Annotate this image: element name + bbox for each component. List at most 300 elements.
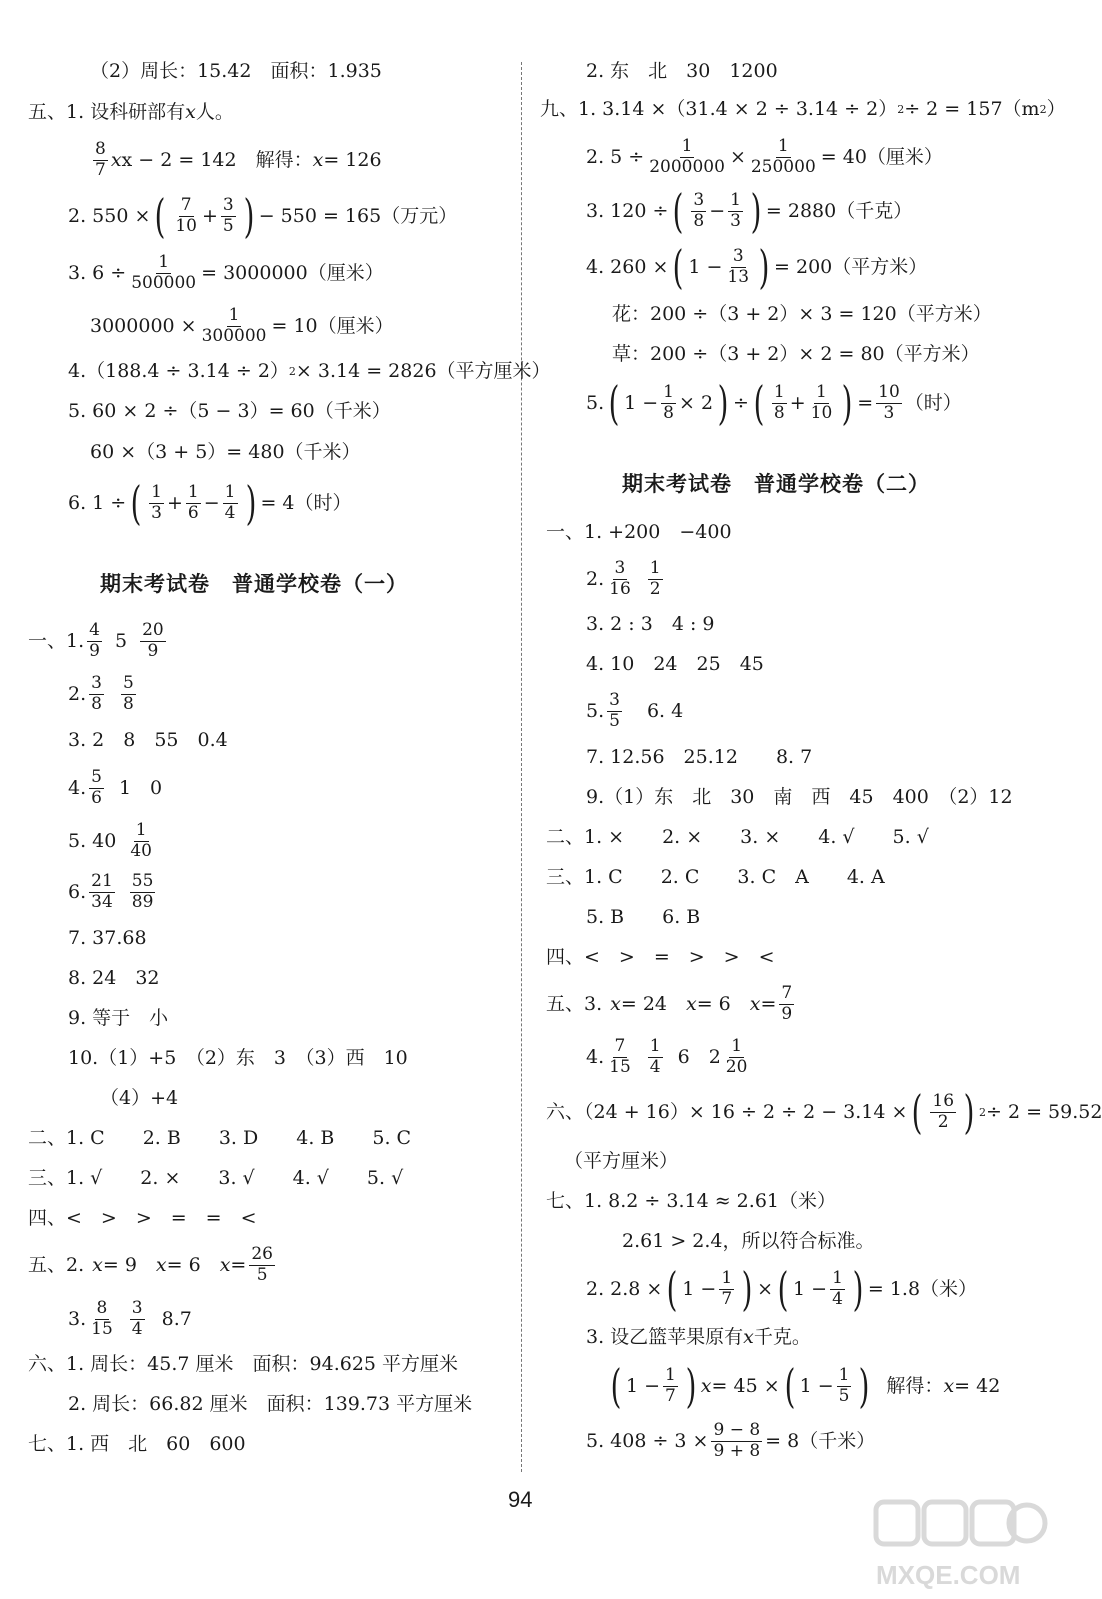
section-heading: 期末考试卷 普通学校卷（二） xyxy=(622,472,930,496)
fraction xyxy=(89,766,104,808)
text: 一、1. xyxy=(28,629,85,652)
denominator: 7 xyxy=(95,159,106,180)
superscript: 2 xyxy=(978,1105,986,1119)
text: + xyxy=(167,491,183,514)
var-x: x xyxy=(219,1253,231,1276)
right-paren: ) xyxy=(245,476,256,530)
answer-line xyxy=(612,305,992,324)
text: 3000000 × xyxy=(90,314,197,337)
text: 2. xyxy=(586,567,605,590)
var-x: x xyxy=(700,1374,712,1397)
fraction xyxy=(221,194,236,236)
denominator: 10 xyxy=(175,215,197,236)
answer-line xyxy=(68,871,158,913)
denominator: 8 xyxy=(693,210,705,231)
text: 4. xyxy=(68,776,87,799)
text: 五、1. 设科研部有 xyxy=(28,101,186,123)
denominator: 7 xyxy=(665,1385,676,1406)
numerator: 1 xyxy=(649,557,661,578)
var-x: x xyxy=(155,1253,167,1276)
right-paren: ) xyxy=(741,1262,753,1316)
left-paren: ( xyxy=(608,376,620,430)
numerator: 3 xyxy=(222,194,234,215)
numerator: 1 xyxy=(838,1364,850,1385)
text: 7. 12.56 25.12 8. 7 xyxy=(586,746,813,768)
numerator: 4 xyxy=(89,619,100,640)
denominator: 250000 xyxy=(750,156,816,177)
numerator: 26 xyxy=(251,1243,273,1264)
answer-line xyxy=(546,868,885,887)
superscript: 2 xyxy=(288,365,296,378)
answer-line xyxy=(586,690,683,732)
answer-line xyxy=(68,969,160,988)
text: ÷ 2 = 59.52 xyxy=(985,1100,1102,1123)
answer-line xyxy=(68,1298,192,1340)
left-paren: ( xyxy=(666,1262,678,1316)
text: × xyxy=(729,145,746,168)
superscript: 2 xyxy=(897,103,905,116)
text: = 3000000（厘米） xyxy=(201,261,384,284)
answer-line xyxy=(586,908,700,927)
text: = 4（时） xyxy=(260,491,352,514)
watermark-text: MXQE.COM xyxy=(876,1560,1021,1590)
left-paren: ( xyxy=(130,476,142,530)
var-x: x xyxy=(943,1374,955,1397)
answer-line xyxy=(28,620,169,662)
text: 6. xyxy=(68,880,87,903)
text: 四、< > > = = < xyxy=(28,1207,257,1229)
denominator: 40 xyxy=(130,840,152,861)
text: 2. 周长：66.82 厘米 面积：139.73 平方厘米 xyxy=(68,1393,473,1415)
text: 9. 等于 小 xyxy=(68,1007,169,1029)
answer-line xyxy=(586,1328,811,1347)
numerator: 1 xyxy=(187,481,199,502)
numerator: 3 xyxy=(614,557,626,578)
answer-line xyxy=(586,184,913,238)
denominator: 9 xyxy=(147,640,159,661)
text: 2. 东 北 30 1200 xyxy=(586,60,778,82)
text: 三、1. C 2. C 3. C A 4. A xyxy=(546,866,885,888)
fraction xyxy=(724,1035,750,1077)
text: 四、< > = > > < xyxy=(546,946,775,968)
text: （时） xyxy=(904,391,962,414)
text: 2. 550 × xyxy=(68,204,151,227)
var-x: x xyxy=(686,992,697,1015)
text: 5. B 6. B xyxy=(586,906,701,928)
text: 1 − xyxy=(624,391,659,414)
left-paren: ( xyxy=(777,1262,789,1316)
numerator: 3 xyxy=(609,689,620,710)
var-x: x xyxy=(312,148,324,171)
answer-line xyxy=(68,673,139,715)
fraction xyxy=(661,381,676,423)
text: 5. 408 ÷ 3 × xyxy=(586,1429,709,1452)
fraction xyxy=(607,689,622,731)
answer-line xyxy=(586,1262,978,1316)
answer-line xyxy=(28,1355,458,1374)
text: 二、1. C 2. B 3. D 4. B 5. C xyxy=(28,1127,412,1149)
text: 6. 4 xyxy=(646,699,684,722)
answer-line xyxy=(546,948,775,967)
fraction xyxy=(121,672,136,714)
var-x: x xyxy=(92,1253,103,1276)
answer-line xyxy=(622,1232,875,1251)
text: = 6 xyxy=(166,1253,220,1276)
page-number: 94 xyxy=(508,1487,533,1512)
text: 2.61 > 2.4，所以符合标准。 xyxy=(622,1230,875,1252)
numerator: 1 xyxy=(663,381,674,402)
text: （4）+4 xyxy=(100,1087,179,1109)
fraction xyxy=(837,1364,852,1406)
answer-line xyxy=(68,820,157,862)
answer-line xyxy=(564,1152,678,1171)
var-x: x xyxy=(185,101,196,123)
text: 1 − xyxy=(793,1277,828,1300)
answer-line xyxy=(28,1435,246,1454)
denominator: 10 xyxy=(810,402,833,423)
text: 三、1. √ 2. × 3. √ 4. √ 5. √ xyxy=(28,1167,404,1189)
denominator: 4 xyxy=(832,1288,843,1309)
answer-line xyxy=(606,1359,1001,1413)
fraction xyxy=(173,194,199,236)
text: 1 − xyxy=(688,255,723,278)
denominator: 6 xyxy=(187,502,199,523)
text: = 200（平方米） xyxy=(774,255,928,278)
denominator: 8 xyxy=(122,693,134,714)
denominator: 9 xyxy=(781,1003,793,1024)
answer-line xyxy=(586,748,812,767)
text: 千克。 xyxy=(753,1326,811,1348)
fraction xyxy=(130,1297,145,1339)
var-x: x xyxy=(749,992,761,1015)
left-paren: ( xyxy=(154,189,166,243)
fraction xyxy=(89,870,115,912)
answer-line xyxy=(68,402,391,421)
denominator: 3 xyxy=(151,502,162,523)
answer-line xyxy=(586,1420,875,1462)
text: 5. xyxy=(586,391,605,414)
text: = 45 × xyxy=(711,1374,780,1397)
fraction xyxy=(200,304,269,346)
fraction xyxy=(648,1035,663,1077)
right-paren: ) xyxy=(758,240,770,294)
left-paren: ( xyxy=(912,1085,923,1139)
fraction xyxy=(691,189,706,231)
numerator: 20 xyxy=(142,619,164,640)
numerator: 1 xyxy=(681,135,693,156)
text: 3. 6 ÷ xyxy=(68,261,127,284)
denominator: 13 xyxy=(727,266,750,287)
text: 8. 24 32 xyxy=(68,967,160,989)
text: 解得： xyxy=(886,1374,944,1397)
text: = 1.8（米） xyxy=(867,1277,978,1300)
numerator: 1 xyxy=(158,251,170,272)
numerator: 1 xyxy=(832,1267,843,1288)
text: = 40（厘米） xyxy=(820,145,943,168)
denominator: 89 xyxy=(131,891,154,912)
answer-line xyxy=(68,731,228,750)
answer-line xyxy=(28,1129,411,1148)
text: = xyxy=(230,1253,247,1276)
answer-line xyxy=(586,558,666,600)
denominator: 8 xyxy=(663,402,674,423)
text: = xyxy=(857,391,874,414)
numerator: 3 xyxy=(131,1297,143,1318)
text: = xyxy=(760,992,777,1015)
text: x − 2 = 142 解得： xyxy=(121,148,313,171)
denominator: 20 xyxy=(725,1056,748,1077)
answer-line xyxy=(68,189,458,243)
denominator: 9 + 8 xyxy=(713,1440,761,1461)
answer-line xyxy=(28,103,234,122)
text: × xyxy=(757,1277,774,1300)
superscript: 2 xyxy=(1039,103,1047,116)
text: 五、2. xyxy=(28,1253,85,1276)
fraction xyxy=(725,245,751,287)
text: 4.（188.4 ÷ 3.14 ÷ 2） xyxy=(68,360,289,382)
text: 7. 37.68 xyxy=(68,927,147,949)
text: 3. xyxy=(68,1307,87,1330)
text: − xyxy=(709,199,726,222)
right-paren: ) xyxy=(963,1085,975,1139)
answer-line xyxy=(68,1395,472,1414)
fraction xyxy=(140,619,166,661)
numerator: 7 xyxy=(614,1035,626,1056)
text: 5. xyxy=(586,699,605,722)
fraction xyxy=(89,1297,115,1339)
numerator: 8 xyxy=(95,138,106,159)
text: = 8（千米） xyxy=(765,1429,876,1452)
text: 5 xyxy=(114,629,128,652)
var-x: x xyxy=(743,1326,754,1348)
text: 二、1. × 2. × 3. × 4. √ 5. √ xyxy=(546,826,929,848)
text: + xyxy=(789,391,806,414)
numerator: 1 xyxy=(151,481,162,502)
answer-line xyxy=(546,983,797,1025)
text: 3. 2 8 55 0.4 xyxy=(68,729,228,751)
text: 人。 xyxy=(195,101,234,123)
right-paren: ) xyxy=(717,376,729,430)
text: 4. xyxy=(586,1045,605,1068)
text: 一、1. +200 −400 xyxy=(546,521,732,543)
denominator: 5 xyxy=(609,710,620,731)
text: = 24 xyxy=(620,992,686,1015)
denominator: 7 xyxy=(721,1288,733,1309)
denominator: 6 xyxy=(91,787,102,808)
text: 2. xyxy=(68,682,87,705)
denominator: 16 xyxy=(609,578,631,599)
numerator: 8 xyxy=(96,1297,108,1318)
fraction xyxy=(647,135,727,177)
text: 五、3. xyxy=(546,992,603,1015)
denominator: 3 xyxy=(730,210,741,231)
numerator: 1 xyxy=(721,1267,733,1288)
left-paren: ( xyxy=(672,184,684,238)
numerator: 55 xyxy=(131,870,154,891)
denominator: 5 xyxy=(256,1264,268,1285)
text: 2. 2.8 × xyxy=(586,1277,663,1300)
text: 六、1. 周长：45.7 厘米 面积：94.625 平方厘米 xyxy=(28,1353,459,1375)
numerator: 1 xyxy=(777,135,789,156)
denominator: 4 xyxy=(649,1056,661,1077)
answer-line xyxy=(540,100,1066,119)
left-paren: ( xyxy=(753,376,765,430)
fraction xyxy=(149,481,164,523)
numerator: 3 xyxy=(91,672,102,693)
denominator: 4 xyxy=(131,1318,143,1339)
text: ÷ 2 = 157（m xyxy=(904,98,1040,120)
answer-line xyxy=(90,443,361,462)
text: 九、1. 3.14 ×（31.4 × 2 ÷ 3.14 ÷ 2） xyxy=(540,98,898,120)
numerator: 1 xyxy=(135,819,147,840)
text: 8.7 xyxy=(161,1307,192,1330)
numerator: 16 xyxy=(932,1090,955,1111)
answer-line xyxy=(68,767,162,809)
text: 3. 设乙篮苹果原有 xyxy=(586,1326,744,1348)
fraction xyxy=(128,819,154,861)
denominator: 9 xyxy=(89,640,100,661)
right-paren: ) xyxy=(750,184,762,238)
answer-line xyxy=(586,240,928,294)
denominator: 15 xyxy=(609,1056,631,1077)
answer-line xyxy=(546,1085,1102,1139)
watermark-logo xyxy=(872,1498,1050,1594)
denominator: 2000000 xyxy=(649,156,725,177)
text: 4. 260 × xyxy=(586,255,669,278)
text: 花：200 ÷（3 + 2）× 3 = 120（平方米） xyxy=(612,303,992,325)
fraction xyxy=(130,870,156,912)
answer-line xyxy=(612,345,980,364)
denominator: 2 xyxy=(649,578,661,599)
denominator: 5 xyxy=(838,1385,850,1406)
text: 七、1. 西 北 60 600 xyxy=(28,1433,246,1455)
answer-line xyxy=(586,376,962,430)
fraction xyxy=(772,381,787,423)
denominator: 15 xyxy=(91,1318,113,1339)
answer-line xyxy=(546,828,929,847)
text: 3. 120 ÷ xyxy=(586,199,669,222)
numerator: 7 xyxy=(781,982,793,1003)
answer-line xyxy=(28,1169,403,1188)
fraction xyxy=(89,672,104,714)
var-x: x xyxy=(110,148,122,171)
fraction xyxy=(186,481,201,523)
fraction xyxy=(728,189,743,231)
text: ） xyxy=(1046,98,1066,120)
answer-line xyxy=(68,362,551,381)
numerator: 1 xyxy=(665,1364,676,1385)
answer-line xyxy=(586,655,764,674)
fraction xyxy=(719,1267,734,1309)
section-heading: 期末考试卷 普通学校卷（一） xyxy=(100,572,408,596)
numerator: 1 xyxy=(649,1035,661,1056)
numerator: 5 xyxy=(122,672,134,693)
numerator: 1 xyxy=(816,381,827,402)
answer-line xyxy=(68,1009,168,1028)
text: ÷ xyxy=(733,391,749,414)
text: − xyxy=(203,491,220,514)
denominator: 500000 xyxy=(131,272,197,293)
answer-line xyxy=(68,252,384,294)
answer-line xyxy=(586,62,778,81)
text: − 550 = 165（万元） xyxy=(258,204,458,227)
right-paren: ) xyxy=(841,376,853,430)
answer-line xyxy=(586,136,943,178)
text: = 6 xyxy=(696,992,750,1015)
numerator: 7 xyxy=(180,194,192,215)
answer-line xyxy=(90,140,382,180)
var-x: x xyxy=(610,992,621,1015)
fraction xyxy=(930,1090,956,1132)
column-divider xyxy=(521,62,522,1472)
text: 3. 2 : 3 4 : 9 xyxy=(586,613,715,635)
text: （平方厘米） xyxy=(564,1150,679,1172)
fraction xyxy=(93,138,108,180)
answer-line xyxy=(100,1089,178,1108)
fraction xyxy=(607,1035,633,1077)
answer-line xyxy=(68,476,352,530)
answer-line xyxy=(546,1192,836,1211)
answer-line xyxy=(90,305,394,347)
text: 草：200 ÷（3 + 2）× 2 = 80（平方米） xyxy=(612,343,980,365)
denominator: 4 xyxy=(224,502,236,523)
text: × 3.14 = 2826（平方厘米） xyxy=(295,360,551,382)
text: 1 − xyxy=(682,1277,717,1300)
text: 1 − xyxy=(799,1374,834,1397)
left-paren: ( xyxy=(610,1359,622,1413)
answer-line xyxy=(586,1036,752,1078)
text: = 42 xyxy=(954,1374,1001,1397)
fraction xyxy=(129,251,198,293)
text: 4. 10 24 25 45 xyxy=(586,653,764,675)
denominator: 8 xyxy=(91,693,102,714)
answer-line xyxy=(586,615,714,634)
text: 60 ×（3 + 5）= 480（千米） xyxy=(90,441,361,463)
right-paren: ) xyxy=(243,189,255,243)
text: = 2880（千克） xyxy=(765,199,913,222)
text: = 126 xyxy=(323,148,382,171)
denominator: 300000 xyxy=(201,325,267,346)
fraction xyxy=(249,1243,275,1285)
answer-line xyxy=(28,1209,257,1228)
fraction xyxy=(711,1419,762,1461)
numerator: 9 − 8 xyxy=(713,1419,761,1440)
answer-line xyxy=(28,1244,278,1286)
text: 5. 40 xyxy=(68,829,117,852)
answer-line xyxy=(586,788,1013,807)
denominator: 5 xyxy=(222,215,234,236)
numerator: 1 xyxy=(228,304,240,325)
text: × 2 xyxy=(678,391,714,414)
fraction xyxy=(87,619,102,661)
fraction xyxy=(876,381,902,423)
left-paren: ( xyxy=(784,1359,795,1413)
fraction xyxy=(648,557,663,599)
text: 6. 1 ÷ xyxy=(68,491,127,514)
fraction xyxy=(223,481,238,523)
text: 六、（24 + 16）× 16 ÷ 2 ÷ 2 − 3.14 × xyxy=(546,1100,908,1123)
text: 6 2 xyxy=(677,1045,721,1068)
numerator: 1 xyxy=(773,381,785,402)
text: 2. 5 ÷ xyxy=(586,145,645,168)
numerator: 10 xyxy=(878,381,900,402)
fraction xyxy=(663,1364,678,1406)
answer-line xyxy=(546,523,732,542)
text: 七、1. 8.2 ÷ 3.14 ≈ 2.61（米） xyxy=(546,1190,836,1212)
text: + xyxy=(202,204,218,227)
denominator: 8 xyxy=(773,402,785,423)
left-paren: ( xyxy=(672,240,684,294)
